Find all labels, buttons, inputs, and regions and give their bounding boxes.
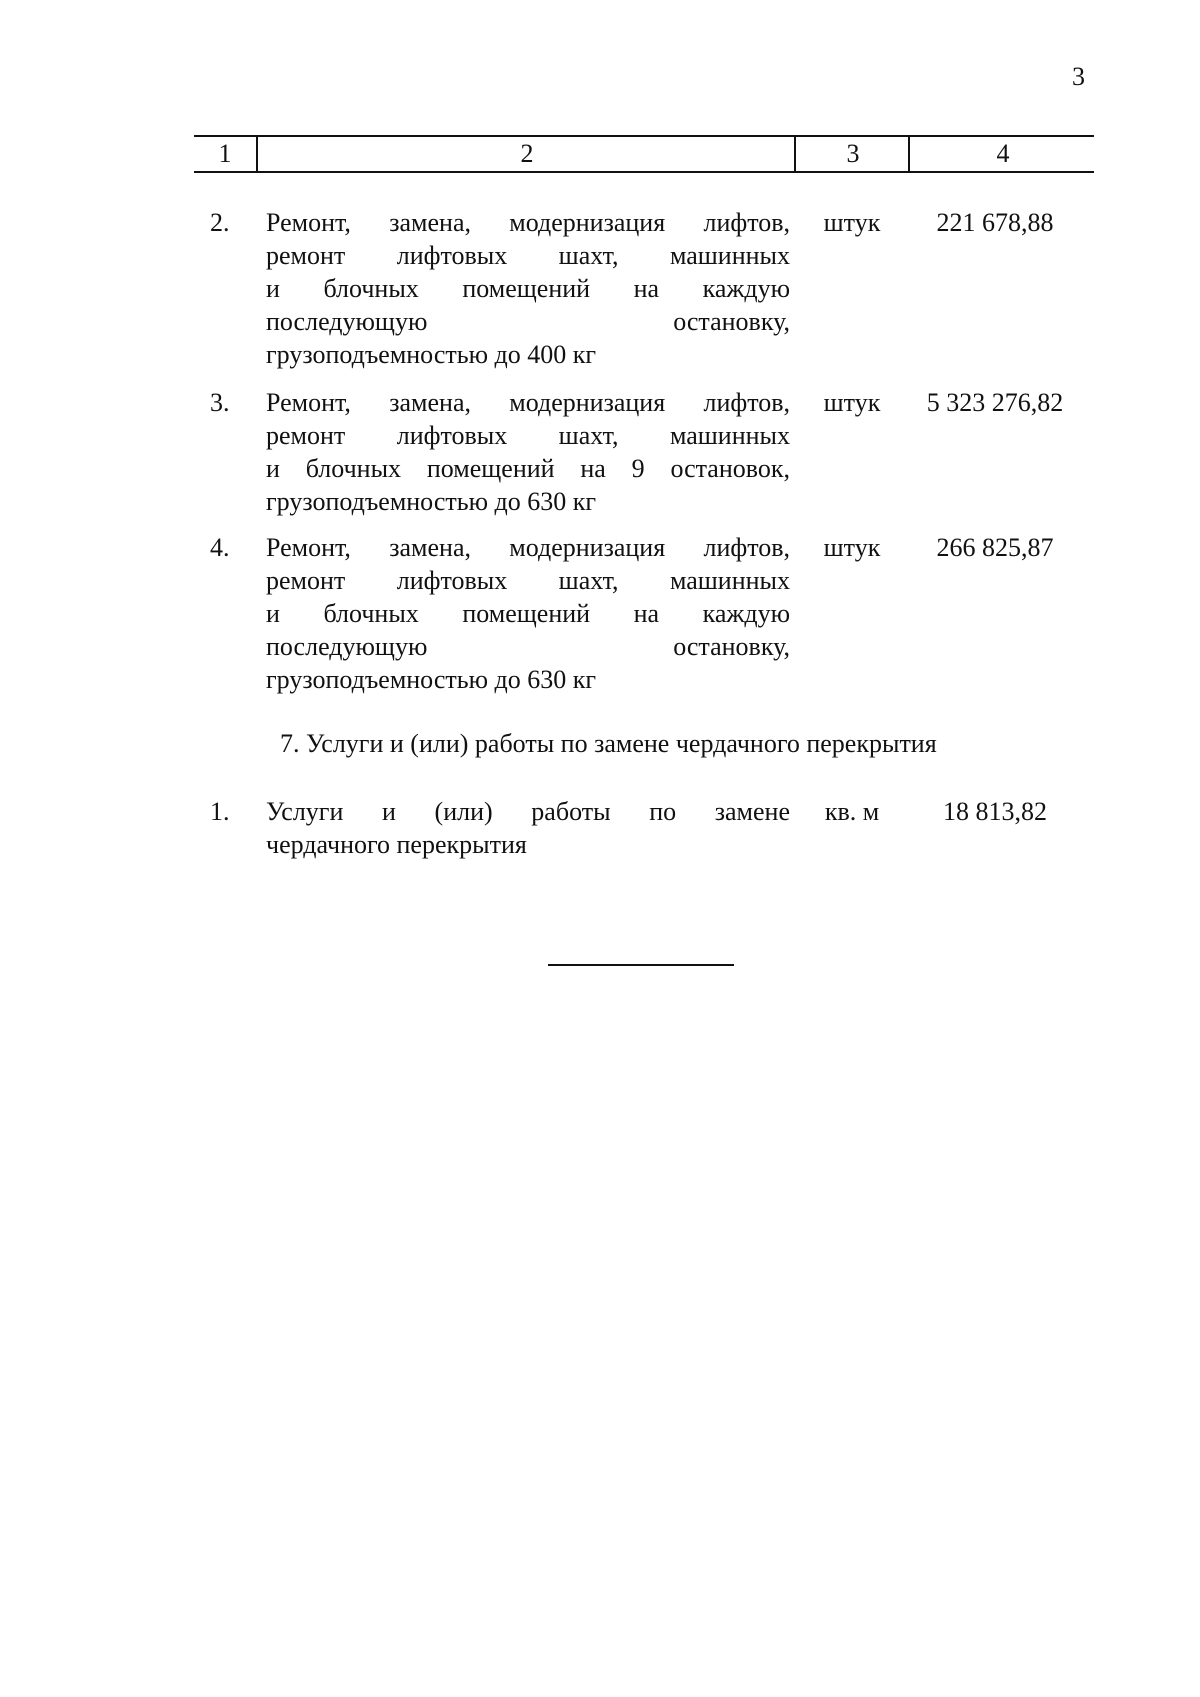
description-line: и блочных помещений на каждую — [266, 599, 790, 628]
table-row — [210, 206, 1090, 376]
description-line: последующую остановку, — [266, 307, 790, 336]
row-price: 18 813,82 — [943, 797, 1047, 826]
row-unit: кв. м — [824, 797, 880, 826]
row-description — [266, 531, 790, 696]
description-line: грузоподъемностью до 630 кг — [266, 487, 597, 516]
description-line: ремонт лифтовых шахт, машинных — [266, 241, 790, 270]
row-unit: штук — [823, 533, 881, 562]
column-header-1: 1 — [218, 139, 232, 168]
section-title: 7. Услуги и (или) работы по замене чердачного перекрытия — [280, 729, 937, 758]
table-row — [210, 795, 1090, 865]
row-description — [266, 386, 790, 518]
row-price: 221 678,88 — [936, 208, 1054, 237]
row-number: 3. — [210, 388, 230, 417]
description-line: и блочных помещений на каждую — [266, 274, 790, 303]
description-line: Ремонт, замена, модернизация лифтов, — [266, 208, 790, 237]
column-header-3: 3 — [794, 137, 910, 171]
description-line: грузоподъемностью до 630 кг — [266, 665, 597, 694]
column-header-2: 2 — [256, 137, 796, 171]
description-line: ремонт лифтовых шахт, машинных — [266, 566, 790, 595]
row-unit: штук — [823, 388, 881, 417]
table-row — [210, 531, 1090, 701]
row-description — [266, 795, 790, 861]
row-price: 266 825,87 — [936, 533, 1054, 562]
description-line: Ремонт, замена, модернизация лифтов, — [266, 533, 790, 562]
table-row — [210, 386, 1090, 522]
description-line: последующую остановку, — [266, 632, 790, 661]
table-header — [194, 135, 1094, 173]
row-price: 5 323 276,82 — [926, 388, 1064, 417]
description-line: ремонт лифтовых шахт, машинных — [266, 421, 790, 450]
end-of-document-rule — [548, 964, 734, 966]
description-line: Услуги и (или) работы по замене — [266, 797, 790, 826]
description-line: чердачного перекрытия — [266, 830, 527, 859]
row-unit: штук — [823, 208, 881, 237]
row-number: 2. — [210, 208, 230, 237]
row-number: 1. — [210, 797, 230, 826]
description-line: и блочных помещений на 9 остановок, — [266, 454, 790, 483]
description-line: Ремонт, замена, модернизация лифтов, — [266, 388, 790, 417]
page-number: 3 — [1072, 62, 1085, 91]
row-description — [266, 206, 790, 371]
description-line: грузоподъемностью до 400 кг — [266, 340, 597, 369]
row-number: 4. — [210, 533, 230, 562]
column-header-4: 4 — [908, 137, 1096, 171]
